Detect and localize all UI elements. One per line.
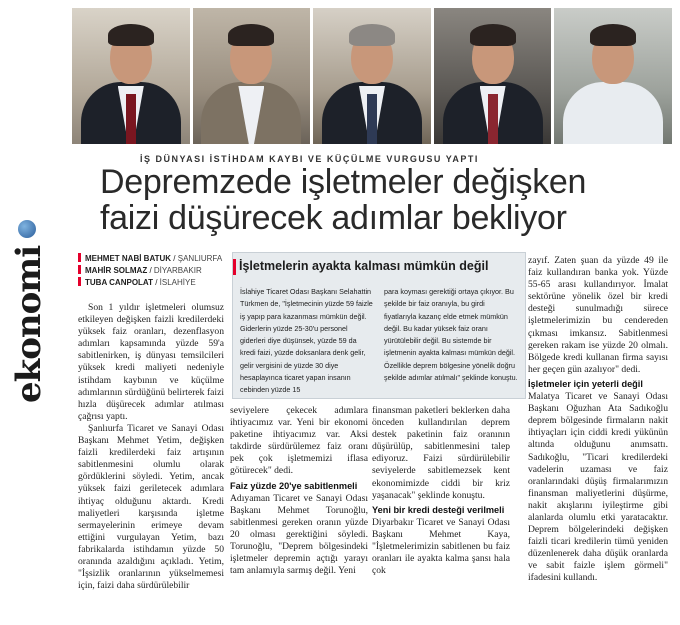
- box-text-right: para koyması gerektiği ortaya çıkıyor. Bu şekilde bir faiz oranıyla, bu girdi fiyatlarıyla kazanç elde etmek mümkün değil. Bu kadar yüksek faiz oranı yürütülebilir değil. Bu sistemde bir işletmenin ayakta kalması mümkün değil. Özellikle deprem bölgesine yönelik doğru şekilde adımlar atılmalı" şeklinde konuştu.: [384, 287, 518, 383]
- box-text-left: İslahiye Ticaret Odası Başkanı Selahattin Türkmen de, "İşletmecinin yüzde 59 faizle iş yapıp para kazanması mümkün değil. Giderlerin yüzde 25-30'u personel giderleri diye düşünsek, yüzde 59 da kredi faizi, yüzde doksanlara denk gelir, gelir vergisini de yüzde 30 diye hesaplayınca ticaret yapan insanın cebinden yüzde 15: [240, 287, 373, 395]
- portrait-photo-3: [313, 8, 431, 144]
- article-column-1: [78, 302, 224, 592]
- portrait-photo-5: [554, 8, 672, 144]
- paragraph: Adıyaman Ticaret ve Sanayi Odası Başkanı Mehmet Torunoğlu, sabitlenmesi gereken oranın yüzde 20 olması gerektiğini söyledi. Torunoğlu, "Deprem bölgesindeki işletmeler depremin açtığı yarayı tam anlamıyla sarmış değil. Yeni: [230, 492, 368, 577]
- portrait-photo-1: [72, 8, 190, 144]
- quote-box: [232, 252, 526, 399]
- paragraph: Diyarbakır Ticaret ve Sanayi Odası Başkanı Mehmet Kaya, "İşletmelerimizin sabitlenen bu faiz oranları ile ayakta kalma şansı hala çok: [372, 516, 510, 577]
- paragraph: seviyelere çekecek adımlara ihtiyacımız var. Yeni bir ekonomi paketine ihtiyacımız var. Aksi takdirde sürdürülemez faiz oranı pek çok işletmemizi iflasa götürecek" dedi.: [230, 405, 368, 477]
- article-headline: [100, 164, 660, 236]
- article-column-3: [372, 405, 510, 577]
- globe-icon: [18, 220, 36, 238]
- paragraph: zayıf. Zaten şuan da yüzde 49 ile faiz kullandıran banka yok. Yüzde 55-65 arası kullandırıyor. İmalat sektörüne yönelik özel bir kredi desteği sunulmadığı sürece işletmelerimizin bu cendereden çıkması imkansız. Sabitlenmesi gereken rakam ise yüzde 20 olmalı. Bölgede kredi kullanan firma sayısı her geçen gün azalıyor" dedi.: [528, 255, 668, 375]
- byline-2: MAHİR SOLMAZ / DİYARBAKIR: [78, 265, 202, 277]
- paragraph: Son 1 yıldır işletmeleri olumsuz etkileyen değişken faizli kredilerdeki yüksek faiz oranları, dezenflasyon adımları kapsamında yüzde 59'a sabitlenirken, iş dünyası temsilcileri yüksek kredi maliyeti nedeniyle istihdam kaybının ve küçülme adımlarının sürdüğünü belirterek faizi hızla düşürecek adımlar atılması çağrısı yaptı.: [78, 302, 224, 422]
- subheading: Yeni bir kredi desteği verilmeli: [372, 504, 505, 515]
- headline-line-1: Depremzede işletmeler değişken: [100, 163, 587, 201]
- section-sidebar: [6, 220, 52, 403]
- paragraph: Malatya Ticaret ve Sanayi Odası Başkanı Oğuzhan Ata Sadıkoğlu deprem bölgesinde firmaların nakit ihtiyaçları için ciddi kredi yükünün altında olduğunu anımsattı. Sadıkoğlu, "Ticari kredilerdeki vadelerin uzaması ve faiz oranlarındaki düşüş firmalarımızın finansman maliyetlerini düşürme, nakit akışlarını iyileştirme gibi alanlarda olumlu etki yaratacaktır. Deprem bölgelerindeki değişken faizli ticari kredilerin tümü yeniden düzenlenerek daha düşük oranlarda ve sabit faizle işlem görmeli" ifadesini kullandı.: [528, 391, 668, 584]
- portrait-photo-4: [434, 8, 552, 144]
- headline-line-2: faizi düşürecek adımlar bekliyor: [100, 199, 567, 237]
- photo-strip: [72, 8, 672, 148]
- article-kicker: İŞ DÜNYASI İSTİHDAM KAYBI VE KÜÇÜLME VURGUSU YAPTI: [140, 154, 479, 164]
- article-column-4: [528, 255, 668, 585]
- box-accent-bar: [233, 259, 236, 275]
- portrait-photo-2: [193, 8, 311, 144]
- paragraph: Şanlıurfa Ticaret ve Sanayi Odası Başkanı Mehmet Yetim, değişken faizli kredilerdeki faiz artışının sabitlenmesini olumlu olarak gördüklerini söyledi. Yetim, ancak yüksek faizi geriletecek adımlara ihtiyaç olduğunu aktardı. Kredi maliyetleri karşısında işletme sermayelerinin erimeye devam ettiğini vurgulayan Yetim, bazı fabrikalarda istihdamın yüzde 50 oranında azaldığını açıkladı. Yetim, "İşsizlik oranlarının yükselmemesi için, faizi daha sürdürülebilir: [78, 422, 224, 592]
- article-column-2: [230, 405, 368, 577]
- paragraph: finansman paketleri beklerken daha önceden kullandırılan deprem destek paketinin faiz oranının düşürülüp, sabitlenmesini talep ediyoruz. Faizi sürdürülebilir seviyelerde sabitlemezsek kent ekonomimizde ciddi bir kriz yaşanacak" şeklinde konuştu.: [372, 405, 510, 501]
- byline-3: TUBA CANPOLAT / İSLAHİYE: [78, 277, 196, 289]
- byline-1: MEHMET NABİ BATUK / ŞANLIURFA: [78, 253, 222, 265]
- section-label: ekonomi: [9, 245, 49, 403]
- box-title: İşletmelerin ayakta kalması mümkün değil: [239, 259, 489, 273]
- subheading: Faiz yüzde 20'ye sabitlenmeli: [230, 480, 358, 491]
- subheading: İşletmeler için yeterli değil: [528, 378, 643, 389]
